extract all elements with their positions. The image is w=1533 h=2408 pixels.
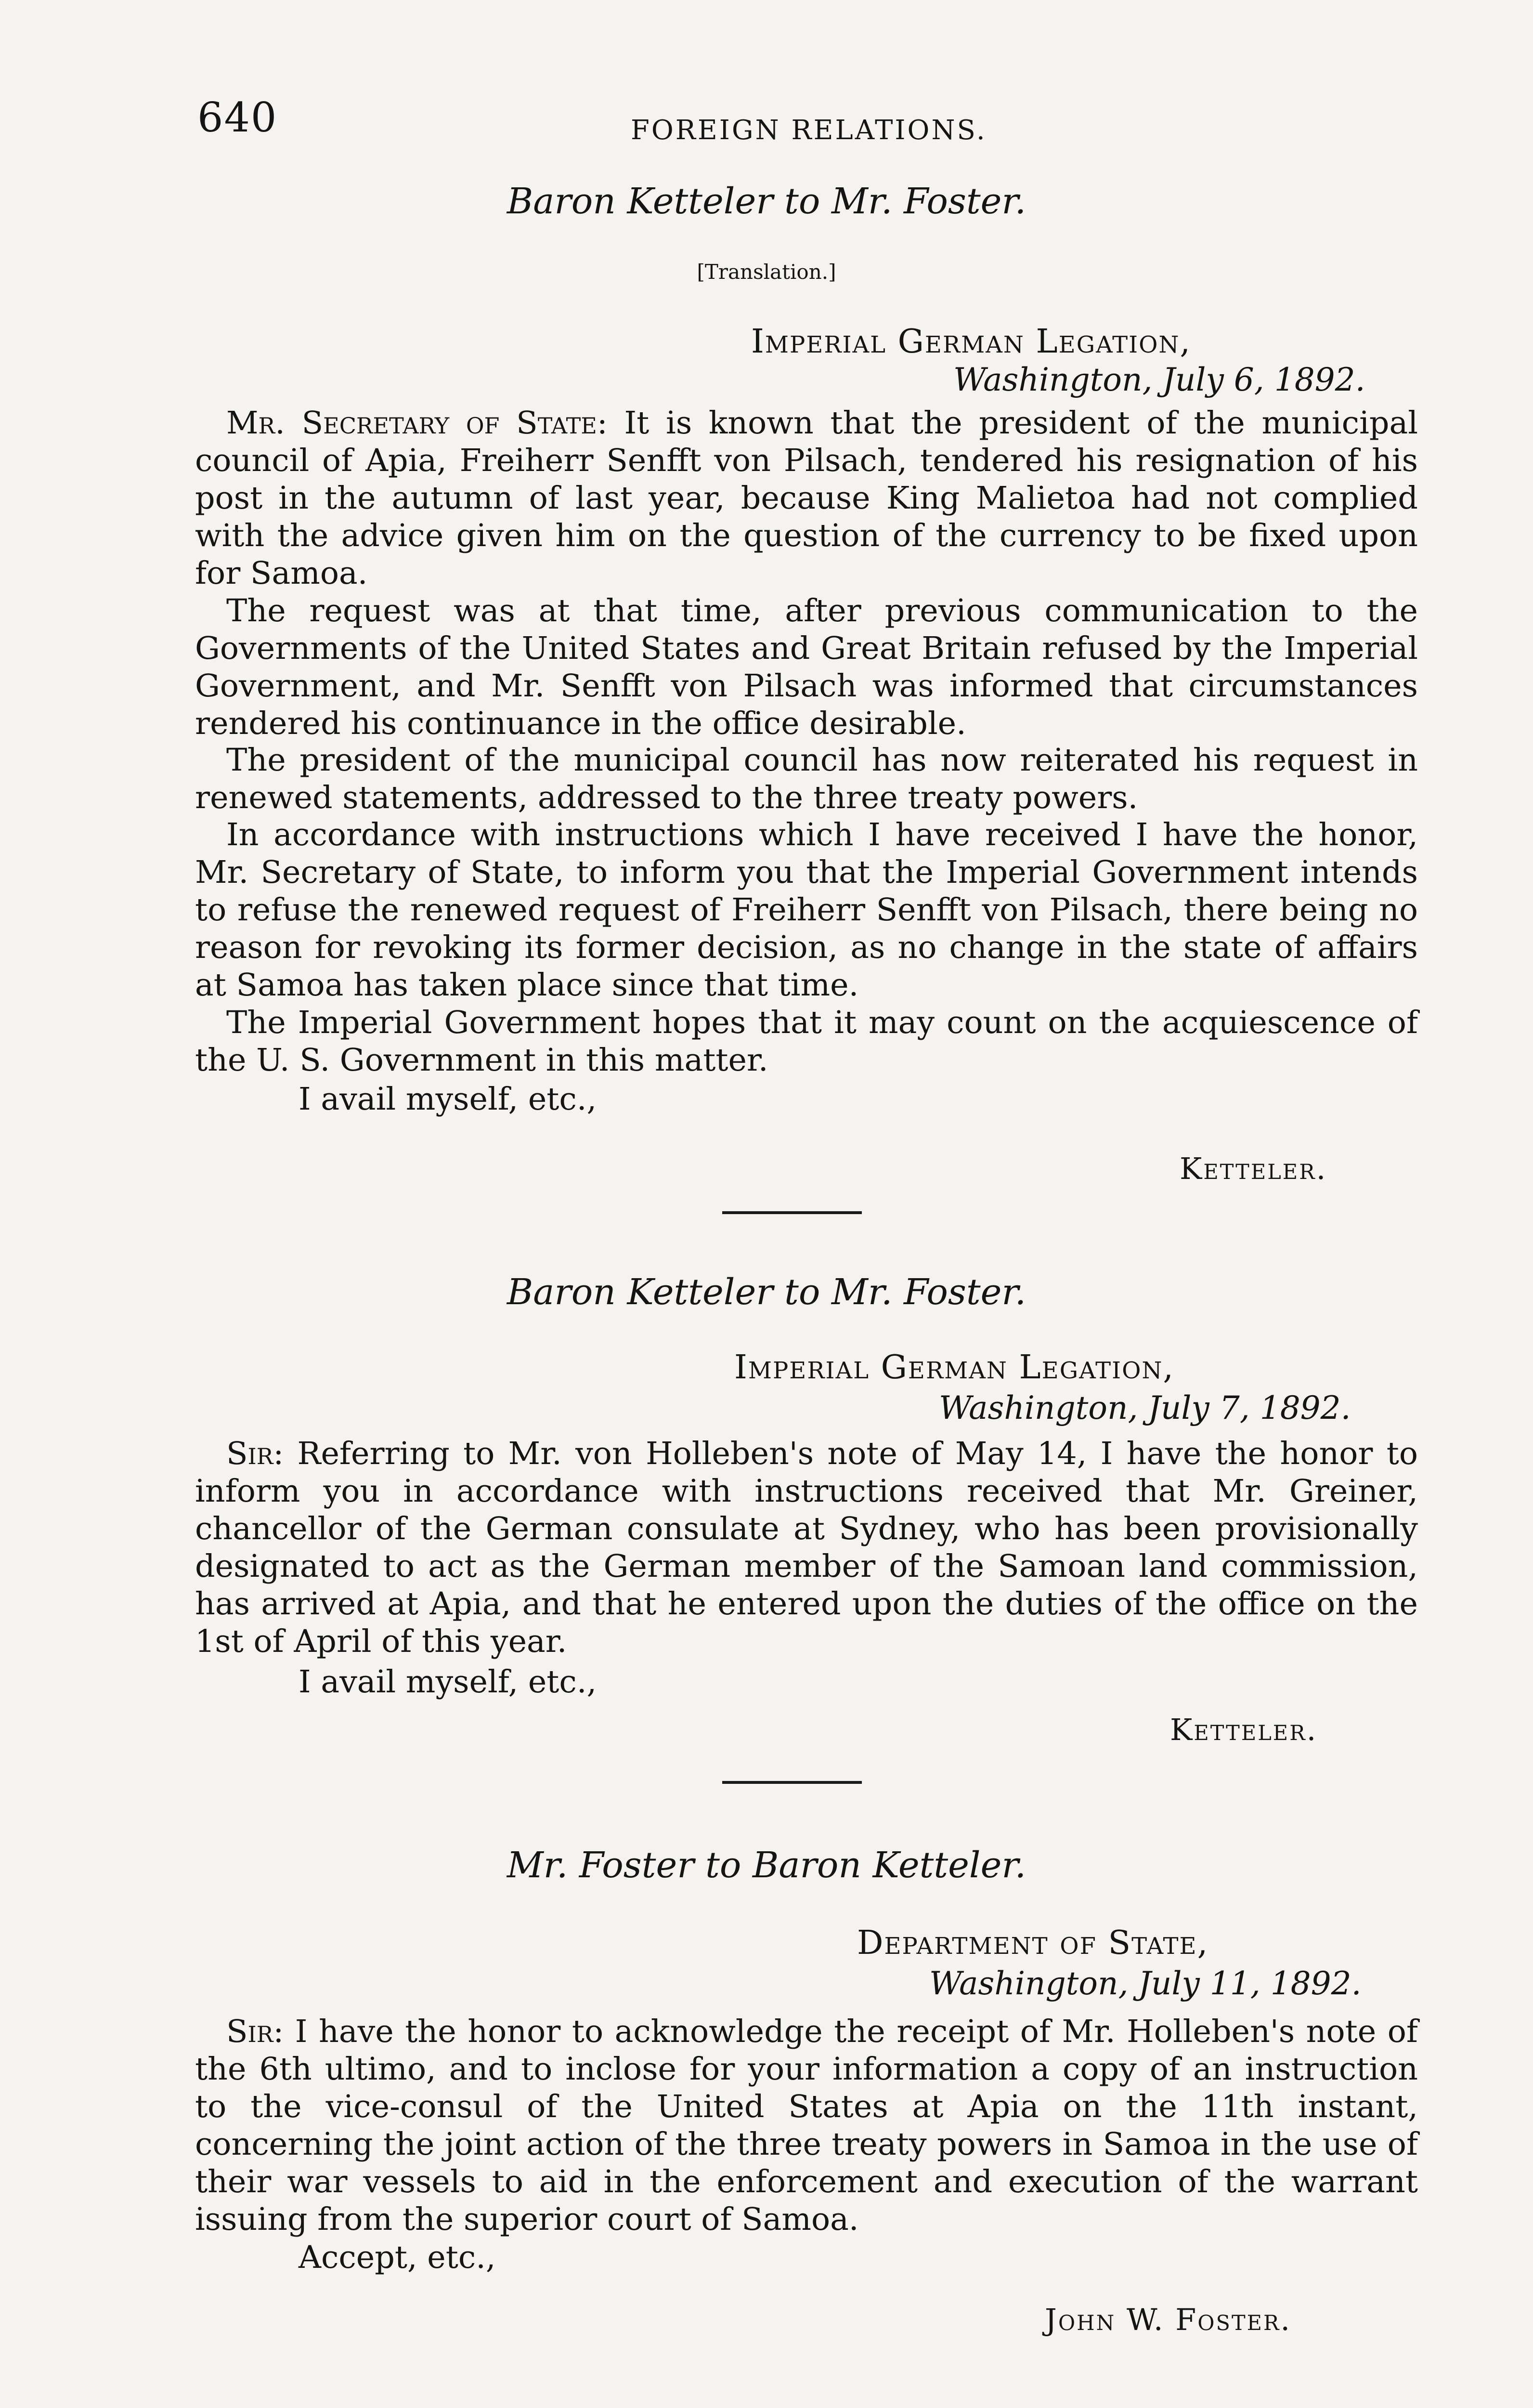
letter-3-title: Mr. Foster to Baron Ketteler. xyxy=(507,1845,1026,1886)
page-number: 640 xyxy=(197,94,278,141)
letter-1-paragraph-1: Mr. Secretary of State: It is known that the president of the municipal council of Apia, Freiherr Senfft von Pilsach, tendered his resignation of his post in the autumn of last year, because King Malietoa had not complied with the advice given him on the question of the currency to be fixed upon for Samoa. xyxy=(195,405,1418,591)
letter-1-org: Imperial German Legation, xyxy=(751,323,1192,361)
running-title: FOREIGN RELATIONS. xyxy=(631,115,987,146)
letter-1-paragraph-5: The Imperial Government hopes that it may count on the acquiescence of the U. S. Government in this matter. xyxy=(195,1005,1418,1078)
letter-1-place-date: Washington, July 6, 1892. xyxy=(953,361,1365,398)
letter-2-signature: Ketteler. xyxy=(1170,1712,1318,1747)
letter-1-title: Baron Ketteler to Mr. Foster. xyxy=(507,181,1026,222)
letter-2-salutation: Sir: xyxy=(226,1436,284,1472)
letter-1-salutation: Mr. Secretary of State: xyxy=(226,405,608,441)
letter-1-signature: Ketteler. xyxy=(1180,1151,1327,1186)
letter-3-signature: John W. Foster. xyxy=(1045,2302,1292,2337)
letter-1-paragraph-4: In accordance with instructions which I have received I have the honor, Mr. Secretary of State, to inform you that the Imperial Government intends to refuse the renewed request of Freiherr Senfft von Pilsach, there being no reason for revoking its former decision, as no change in the state of affairs at Samoa has taken place since that time. xyxy=(195,817,1418,1003)
letter-2-place-date: Washington, July 7, 1892. xyxy=(939,1389,1351,1426)
letter-3-place-date: Washington, July 11, 1892. xyxy=(929,1965,1362,2002)
letter-2-paragraph-1: Sir: Referring to Mr. von Holleben's note of May 14, I have the honor to inform you in accordance with instructions received that Mr. Greiner, chancellor of the German consulate at Sydney, who has been provisionally designated to act as the German member of the Samoan land commission, has arrived at Apia, and that he entered upon the duties of the office on the 1st of April of this year. xyxy=(195,1436,1418,1660)
section-divider xyxy=(722,1781,862,1784)
letter-3-paragraph-1: Sir: I have the honor to acknowledge the receipt of Mr. Holleben's note of the 6th ultimo, and to inclose for your information a copy of an instruction to the vice-consul of the United States at Apia on the 11th instant, concerning the joint action of the three treaty powers in Samoa in the use of their war vessels to aid in the enforcement and execution of the warrant issuing from the superior court of Samoa. xyxy=(195,2014,1418,2238)
letter-1-note: [Translation.] xyxy=(697,260,836,284)
letter-1-paragraph-3: The president of the municipal council has now reiterated his request in renewed statements, addressed to the three treaty powers. xyxy=(195,742,1418,816)
letter-3-salutation: Sir: xyxy=(226,2014,284,2050)
letter-1-paragraph-2: The request was at that time, after previous communication to the Governments of the United States and Great Britain refused by the Imperial Government, and Mr. Senfft von Pilsach was informed that circumstances rendered his continuance in the office desirable. xyxy=(195,593,1418,742)
letter-1-closing: I avail myself, etc., xyxy=(299,1081,597,1117)
section-divider xyxy=(722,1211,862,1214)
letter-2-org: Imperial German Legation, xyxy=(734,1348,1175,1387)
letter-3-closing: Accept, etc., xyxy=(299,2239,496,2276)
letter-2-closing: I avail myself, etc., xyxy=(299,1664,597,1700)
letter-3-org: Department of State, xyxy=(857,1924,1209,1962)
letter-2-title: Baron Ketteler to Mr. Foster. xyxy=(507,1271,1026,1313)
